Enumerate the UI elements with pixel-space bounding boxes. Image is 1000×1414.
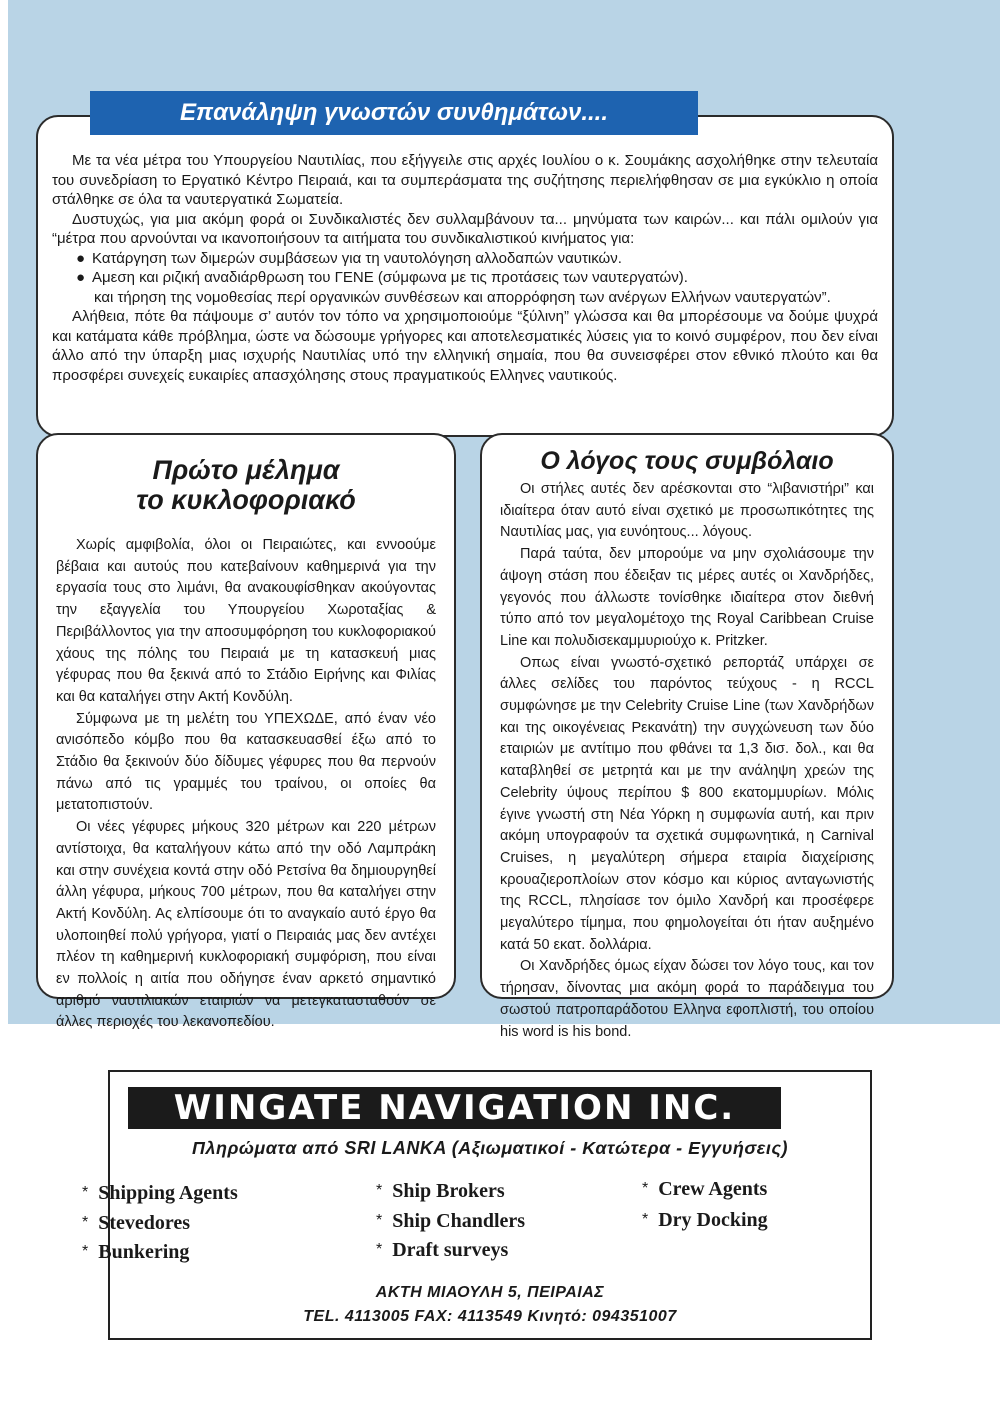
article-top-closing: Αλήθεια, πότε θα πάψουμε σ’ αυτόν τον τόπο να χρησιμοποιούμε “ξύλινη” γλώσσα και θα μπορέσουμε να δούμε ψυχρά και κατάματα κάθε πρόβλημα, ώστε να δώσουμε γρήγορες και αποτελεσματικές λύσεις για το κοινό συμφέρον, που δεν είναι άλλο από την ύπαρξη μιας ισχυρής Ναυτιλίας υπό την ελληνική σημαία, που θα συνεισφέρει στον εθνικό πλούτο και θα προσφέρει συνεχείς ευκαιρίες απασχόλησης στους πραγματικούς Ελληνες ναυτικούς. (52, 308, 878, 384)
bullet-text: Κατάργηση των διμερών συμβάσεων για τη ναυτολόγηση αλλοδαπών ναυτικών. (92, 249, 622, 267)
article-left-paragraph: Οι νέες γέφυρες μήκους 320 μέτρων και 220 μέτρων αντίστοιχα, θα καταλήγουν κάτω από την οδό Λαμπράκη και στην συνέχεια κοντά στην οδό Ρετσίνα θα δημιουργηθεί άλλη γέφυρα, μήκους 700 μέτρων, που θα καταλήγει στην Ακτή Κονδύλη. Ας ελπίσουμε ότι το αναγκαίο αυτό έργο θα υλοποιηθεί πολύ γρήγορα, γιατί ο Πειραιάς μας δεν αντέχει πλέον τη καθημερινή κυκλοφοριακή συμφόριση, που είναι εν πολλοίς η αιτία που οδήγησε έναν αρκετό σημαντικό αριθμό ναυτιλιακών εταιριών να μετεγκατασταθούν σε άλλες περιοχές του λεκανοπεδίου. (56, 819, 436, 1031)
article-top-continuation: και τήρηση της νομοθεσίας περί οργανικών συνθέσεων και απορρόφηση των ανέργων Ελλήνων ναυτεργατών”. (94, 288, 831, 306)
article-top-title: Επανάληψη γνωστών συνθημάτων.... (90, 91, 698, 135)
article-left-paragraph: Χωρίς αμφιβολία, όλοι οι Πειραιώτες, και εννοούμε βέβαια και αυτούς που κατεβαίνουν καθημερινά για την εργασία τους στο λιμάνι, θα ανακουφίσθηκαν ακούγοντας την εξαγγελία του Υπουργείου Χωροταξίας & Περιβάλλοντος για την αποσυμφόρηση του κυκλοφοριακού χάους της πόλης του Πειραιά με τη κατασκευή μιας γέφυρας που θα ξεκινά από το Στάδιο Ειρήνης και Φιλίας και θα καταλήγει στην Ακτή Κονδύλη. (56, 537, 436, 705)
asterisk-icon: * (376, 1241, 383, 1258)
advert-address: ΑΚΤΗ ΜΙΑΟΥΛΗ 5, ΠΕΙΡΑΙΑΣ (375, 1284, 605, 1301)
service-item: * Bunkering (82, 1241, 190, 1263)
asterisk-icon: * (82, 1243, 89, 1260)
bullet-icon: ● (76, 249, 86, 267)
advert-subtitle: Πληρώματα από SRI LANKA (Αξιωματικοί - Κατώτερα - Εγγυήσεις) (192, 1138, 788, 1158)
article-left-title-line: Πρώτο μέλημα (152, 455, 340, 485)
asterisk-icon: * (82, 1214, 89, 1231)
advert-box (82, 1070, 872, 1340)
service-item: * Ship Chandlers (376, 1210, 526, 1232)
service-item: * Stevedores (82, 1212, 191, 1234)
service-item: * Ship Brokers (376, 1180, 505, 1202)
bullet-icon: ● (76, 269, 86, 286)
service-item: * Crew Agents (642, 1178, 768, 1200)
article-left-title-line: το κυκλοφοριακό (136, 485, 356, 515)
article-top-paragraph: Με τα νέα μέτρα του Υπουργείου Ναυτιλίας, που εξήγγειλε στις αρχές Ιουλίου ο κ. Σουμάκης ασχολήθηκε στην τελευταία του συνεδρίαση το Εργατικό Κέντρο Πειραιά, και τα συμπεράσματα της συζήτησης περιελήφθησαν σε μια εγκύκλιο η οποία στάλθηκε σε όλα τα ναυτεργατικά Σωματεία. (52, 152, 878, 208)
bullet-item (76, 268, 878, 288)
asterisk-icon: * (82, 1184, 89, 1201)
article-left-box (36, 433, 456, 1031)
article-right-paragraph: Οπως είναι γνωστό-σχετικό ρεπορτάζ υπάρχει σε άλλες σελίδες του παρόντος τεύχους - η RCCL συμφώνησε με την Celebrity Cruise Line (των Χανδρήδων και της οικογένειας Ρεκανάτη) την συγχώνευση των δύο εταιριών με αντίτιμο που φθάνει τα 1,3 δισ. δολ., και θα καταβληθεί σε μετρητά και με την ανάληψη χρεών της Celebrity ύψους περίπου $ 800 εκατομμυρίων. Μόλις έγινε γνωστή στη Νέα Υόρκη η συμφωνία αυτή, και πριν ακόμη υπογραφούν τα σχετικά συμφωνητικά, η Carnival Cruises, η μεγαλύτερη σήμερα εταιρία διαχείρισης κρουαζιερoπλοίων στον κόσμο και κύριος ανταγωνιστής της RCCL, πλησίασε τον όμιλο Χανδρή και προσέφερε μεγαλύτερο τίμημα, που φημολογείται ότι ήταν αυξημένο κατά 50 εκατ. δολλάρια. (500, 654, 874, 953)
article-right-paragraph: Οι Χανδρήδες όμως είχαν δώσει τον λόγο τους, και τον τήρησαν, δίνοντας μια ακόμη φορά το παράδειγμα του σωστού πατροπαράδοτου Ελληνα εφοπλιστή, του οποίου his word is his bond. (500, 958, 874, 1040)
advert-contact: TEL. 4113005 FAX: 4113549 Κινητό: 094351007 (303, 1308, 677, 1325)
article-left-title (56, 455, 436, 515)
advert-brand: WINGATE NAVIGATION INC. (128, 1087, 781, 1129)
article-right-paragraph: Οι στήλες αυτές δεν αρέσκονται στο “λιβανιστήρι” και ιδιαίτερα όταν αυτό είναι σχετικό με προσωπικότητες της Ναυτιλίας μας, για ευνόητους... λόγους. (500, 481, 874, 541)
asterisk-icon: * (376, 1212, 383, 1229)
service-item: * Draft surveys (376, 1239, 509, 1261)
asterisk-icon: * (642, 1211, 649, 1228)
asterisk-icon: * (642, 1180, 649, 1197)
asterisk-icon: * (376, 1182, 383, 1199)
article-top-box (36, 115, 894, 437)
article-left-paragraph: Σύμφωνα με τη μελέτη του ΥΠΕΧΩΔΕ, από έναν νέο ανισόπεδο κόμβο που θα κατασκευασθεί έξω από το Στάδιο θα ξεκινούν δύο δίδυμες γέφυρες που θα περνούν πάνω από τις γραμμές του τραίνου, οι οποίες θα μετατοπιστούν. (56, 710, 436, 814)
bullet-item (76, 249, 878, 269)
article-right-title: Ο λόγος τους συμβόλαιο (540, 447, 834, 475)
article-right-paragraph: Παρά ταύτα, δεν μπορούμε να μην σχολιάσουμε την άψογη στάση που έδειξαν τις μέρες αυτές οι Χανδρήδες, γεγονός που άλλωστε τονίσθηκε ιδιαίτερα στον διεθνή τύπο από τον μεγαλομέτοχο της Royal Caribbean Cruise Line και πολυδισεκαμμυριούχο κ. Pritzker. (500, 546, 874, 649)
article-right-box (480, 433, 894, 1040)
service-item: * Shipping Agents (82, 1182, 238, 1204)
service-item: * Dry Docking (642, 1209, 768, 1231)
article-top-paragraph: Δυστυχώς, για μια ακόμη φορά οι Συνδικαλιστές δεν συλλαμβάνουν τα... μηνύματα των καιρών... και πάλι ομιλούν για “μέτρα που αρνούνται να ικανοποιήσουν τα αιτήματα του συνδικαλιστικού κινήματος για: (52, 210, 878, 247)
bullet-text: Αμεση και ριζική αναδιάρθρωση του ΓΕΝΕ (σύμφωνα με τις προτάσεις των ναυτεργατών). (92, 269, 688, 286)
